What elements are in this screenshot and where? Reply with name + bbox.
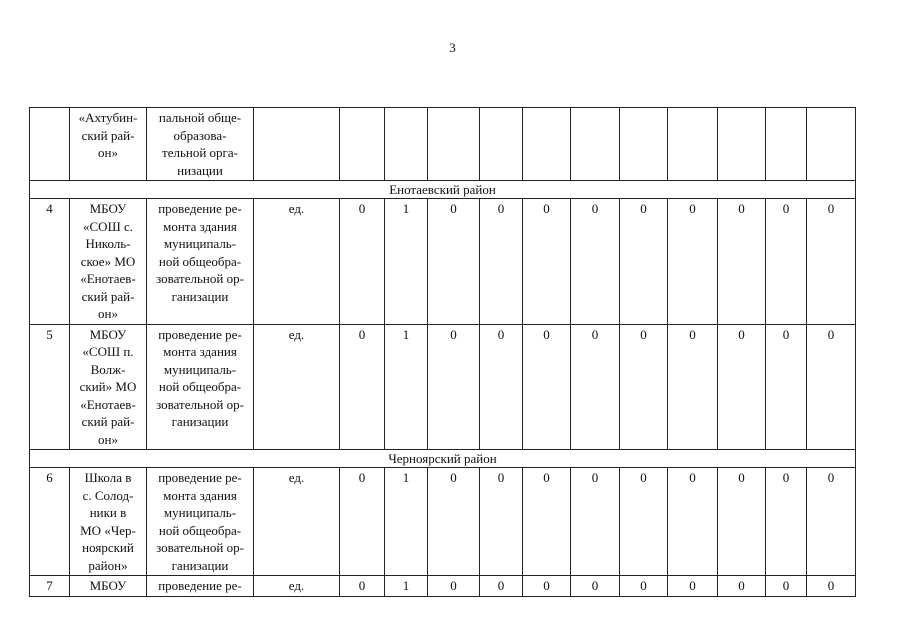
value-cell: 0 — [807, 199, 856, 325]
value-cell: 0 — [428, 324, 480, 450]
value-cell: 0 — [718, 324, 766, 450]
table-row — [30, 199, 856, 325]
value-cell: 0 — [340, 199, 385, 325]
value-cell: 1 — [385, 199, 428, 325]
value-cell: 1 — [385, 576, 428, 597]
value-cell: 0 — [807, 324, 856, 450]
unit-cell: ед. — [254, 576, 340, 597]
organization-cell: «Ахтубин- ский рай- он» — [70, 108, 147, 181]
row-number-cell: 4 — [30, 199, 70, 325]
value-cell: 0 — [340, 576, 385, 597]
value-cell: 0 — [523, 199, 571, 325]
value-cell: 0 — [807, 576, 856, 597]
value-cell: 0 — [668, 468, 718, 576]
value-cell: 0 — [620, 199, 668, 325]
task-cell: проведение ре- монта здания муниципаль- ной общеобра- зовательной ор- ганизации — [147, 468, 254, 576]
value-cell: 0 — [523, 576, 571, 597]
value-cell: 0 — [718, 468, 766, 576]
value-cell: 0 — [480, 199, 523, 325]
row-number-cell: 7 — [30, 576, 70, 597]
value-cell: 0 — [766, 576, 807, 597]
table-row-continued — [30, 108, 856, 181]
task-cell: проведение ре- монта здания муниципаль- ной общеобра- зовательной ор- ганизации — [147, 199, 254, 325]
value-cell: 0 — [571, 468, 620, 576]
value-cell: 0 — [340, 324, 385, 450]
value-cell: 0 — [668, 576, 718, 597]
value-cell: 0 — [480, 576, 523, 597]
value-cell: 0 — [668, 199, 718, 325]
organization-cell: МБОУ «СОШ с. Николь- ское» МО «Енотаев- ский рай- он» — [70, 199, 147, 325]
organization-cell: Школа в с. Солод- ники в МО «Чер- ноярский район» — [70, 468, 147, 576]
row-number-cell — [30, 108, 70, 181]
unit-cell: ед. — [254, 324, 340, 450]
results-table — [29, 107, 856, 597]
row-number-cell: 5 — [30, 324, 70, 450]
value-cell: 0 — [428, 199, 480, 325]
section-header-row — [30, 450, 856, 468]
value-cell: 0 — [718, 576, 766, 597]
organization-cell: МБОУ — [70, 576, 147, 597]
value-cell: 0 — [766, 324, 807, 450]
value-cell: 0 — [766, 199, 807, 325]
value-cell: 0 — [668, 324, 718, 450]
value-cell: 0 — [620, 468, 668, 576]
value-cell: 0 — [428, 468, 480, 576]
value-cell: 0 — [480, 324, 523, 450]
task-cell: проведение ре- — [147, 576, 254, 597]
value-cell: 0 — [428, 576, 480, 597]
table-row — [30, 468, 856, 576]
unit-cell: ед. — [254, 468, 340, 576]
value-cell: 0 — [523, 324, 571, 450]
task-cell: проведение ре- монта здания муниципаль- ной общеобра- зовательной ор- ганизации — [147, 324, 254, 450]
organization-cell: МБОУ «СОШ п. Волж- ский» МО «Енотаев- ский рай- он» — [70, 324, 147, 450]
value-cell: 0 — [340, 468, 385, 576]
value-cell: 1 — [385, 468, 428, 576]
value-cell: 0 — [523, 468, 571, 576]
value-cell: 1 — [385, 324, 428, 450]
value-cell: 0 — [718, 199, 766, 325]
value-cell: 0 — [571, 576, 620, 597]
value-cell: 0 — [571, 199, 620, 325]
table-row — [30, 324, 856, 450]
value-cell: 0 — [620, 576, 668, 597]
value-cell: 0 — [571, 324, 620, 450]
section-header-row — [30, 181, 856, 199]
value-cell: 0 — [480, 468, 523, 576]
section-title: Енотаевский район — [30, 181, 856, 199]
section-title: Черноярский район — [30, 450, 856, 468]
task-cell: пальной обще- образова- тельной орга- низации — [147, 108, 254, 181]
value-cell: 0 — [620, 324, 668, 450]
table-row — [30, 576, 856, 597]
value-cell: 0 — [807, 468, 856, 576]
unit-cell: ед. — [254, 199, 340, 325]
value-cell: 0 — [766, 468, 807, 576]
page-number: 3 — [449, 40, 456, 55]
row-number-cell: 6 — [30, 468, 70, 576]
